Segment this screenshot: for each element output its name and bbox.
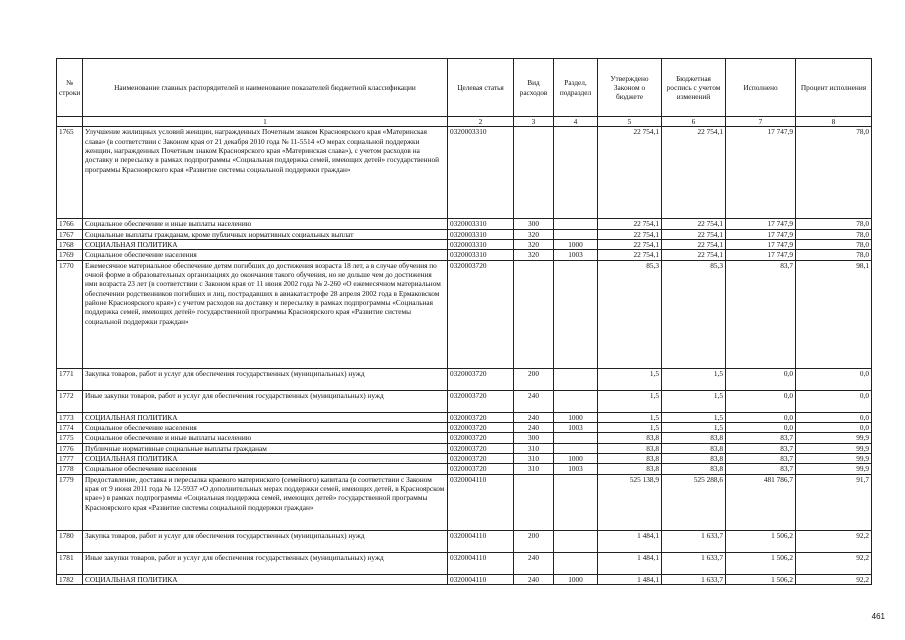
percent-cell: 78,0 [796, 250, 872, 260]
table-row [57, 239, 872, 249]
indicator-name-cell: Иные закупки товаров, работ и услуг для обеспечения государственных (муниципальных) нужд [83, 390, 448, 412]
expense-type-cell [514, 474, 554, 530]
row-number-cell: 1776 [57, 443, 83, 453]
section-cell [554, 260, 598, 368]
percent-cell: 92,2 [796, 552, 872, 574]
section-cell [554, 443, 598, 453]
expense-type-cell [514, 127, 554, 219]
section-cell [554, 390, 598, 412]
target-article-cell: 0320004110 [448, 574, 514, 584]
row-number-cell: 1780 [57, 530, 83, 552]
section-cell: 1003 [554, 464, 598, 474]
row-number-cell: 1773 [57, 412, 83, 422]
percent-cell: 99,9 [796, 443, 872, 453]
executed-amount-cell: 481 786,7 [726, 474, 796, 530]
table-row [57, 464, 872, 474]
row-number-cell: 1779 [57, 474, 83, 530]
schedule-amount-cell: 1 633,7 [662, 530, 726, 552]
approved-amount-cell: 1 484,1 [598, 552, 662, 574]
approved-amount-cell: 1,5 [598, 412, 662, 422]
percent-cell: 98,1 [796, 260, 872, 368]
section-cell [554, 530, 598, 552]
executed-amount-cell: 0,0 [726, 422, 796, 432]
expense-type-cell: 300 [514, 219, 554, 229]
approved-amount-cell: 83,8 [598, 443, 662, 453]
schedule-amount-cell: 22 754,1 [662, 127, 726, 219]
indicator-name-cell: СОЦИАЛЬНАЯ ПОЛИТИКА [83, 412, 448, 422]
section-cell [554, 368, 598, 390]
indicator-name-cell: Социальное обеспечение и иные выплаты населению [83, 433, 448, 443]
table-body [57, 127, 872, 585]
approved-amount-cell: 22 754,1 [598, 219, 662, 229]
row-number-cell: 1765 [57, 127, 83, 219]
budget-table-sheet [56, 58, 871, 585]
approved-amount-cell: 22 754,1 [598, 229, 662, 239]
percent-cell: 0,0 [796, 422, 872, 432]
expense-type-cell [514, 260, 554, 368]
schedule-amount-cell: 1,5 [662, 368, 726, 390]
indicator-name-cell: СОЦИАЛЬНАЯ ПОЛИТИКА [83, 239, 448, 249]
expense-type-cell: 310 [514, 464, 554, 474]
schedule-amount-cell: 525 288,6 [662, 474, 726, 530]
schedule-amount-cell: 22 754,1 [662, 229, 726, 239]
target-article-cell: 0320003720 [448, 260, 514, 368]
approved-amount-cell: 83,8 [598, 464, 662, 474]
table-row [57, 127, 872, 219]
expense-type-cell: 310 [514, 443, 554, 453]
section-cell: 1000 [554, 239, 598, 249]
executed-amount-cell: 17 747,9 [726, 229, 796, 239]
row-number-cell: 1777 [57, 453, 83, 463]
executed-amount-cell: 17 747,9 [726, 127, 796, 219]
approved-amount-cell: 1,5 [598, 390, 662, 412]
percent-cell: 92,2 [796, 530, 872, 552]
colnum-7: 7 [726, 117, 796, 127]
approved-amount-cell: 1 484,1 [598, 574, 662, 584]
approved-amount-cell: 83,8 [598, 453, 662, 463]
table-row [57, 453, 872, 463]
colnum-5: 5 [598, 117, 662, 127]
percent-cell: 78,0 [796, 127, 872, 219]
schedule-amount-cell: 1,5 [662, 390, 726, 412]
executed-amount-cell: 83,7 [726, 443, 796, 453]
percent-cell: 78,0 [796, 219, 872, 229]
colnum-6: 6 [662, 117, 726, 127]
header-expense-type: Вид расходов [514, 59, 554, 117]
section-cell: 1003 [554, 250, 598, 260]
schedule-amount-cell: 83,8 [662, 443, 726, 453]
colnum-8: 8 [796, 117, 872, 127]
approved-amount-cell: 1 484,1 [598, 530, 662, 552]
target-article-cell: 0320003720 [448, 453, 514, 463]
colnum-0 [57, 117, 83, 127]
indicator-name-cell: Иные закупки товаров, работ и услуг для обеспечения государственных (муниципальных) нужд [83, 552, 448, 574]
percent-cell: 0,0 [796, 412, 872, 422]
section-cell [554, 552, 598, 574]
row-number-cell: 1770 [57, 260, 83, 368]
indicator-name-cell: Предоставление, доставка и пересылка краевого материнского (семейного) капитала (в соответствии с Законом края от 9 июня 2011 года № 12-5937 «О дополнительных мерах поддержки семей, имеющих детей, в Красноярском крае») в рамках подпрограммы «Социальная поддержка семей, имеющих детей» государственной программы Красноярского края «Развитие системы социальной поддержки граждан» [83, 474, 448, 530]
header-budget-schedule: Бюджетная роспись с учетом изменений [662, 59, 726, 117]
indicator-name-cell: Социальные выплаты гражданам, кроме публичных нормативных социальных выплат [83, 229, 448, 239]
header-percent: Процент исполнения [796, 59, 872, 117]
table-row [57, 433, 872, 443]
header-name: Наименование главных распорядителей и наименование показателей бюджетной классификации [83, 59, 448, 117]
expense-type-cell: 240 [514, 574, 554, 584]
executed-amount-cell: 83,7 [726, 464, 796, 474]
target-article-cell: 0320003720 [448, 368, 514, 390]
header-approved: Утверждено Законом о бюджете [598, 59, 662, 117]
executed-amount-cell: 0,0 [726, 390, 796, 412]
percent-cell: 99,9 [796, 433, 872, 443]
indicator-name-cell: Социальное обеспечение населения [83, 250, 448, 260]
table-row [57, 574, 872, 584]
indicator-name-cell: Закупка товаров, работ и услуг для обеспечения государственных (муниципальных) нужд [83, 530, 448, 552]
indicator-name-cell: Закупка товаров, работ и услуг для обеспечения государственных (муниципальных) нужд [83, 368, 448, 390]
indicator-name-cell: Публичные нормативные социальные выплаты гражданам [83, 443, 448, 453]
executed-amount-cell: 83,7 [726, 433, 796, 443]
executed-amount-cell: 17 747,9 [726, 219, 796, 229]
target-article-cell: 0320003310 [448, 229, 514, 239]
executed-amount-cell: 0,0 [726, 412, 796, 422]
section-cell [554, 474, 598, 530]
expense-type-cell: 200 [514, 368, 554, 390]
expense-type-cell: 240 [514, 552, 554, 574]
target-article-cell: 0320003310 [448, 239, 514, 249]
schedule-amount-cell: 83,8 [662, 433, 726, 443]
schedule-amount-cell: 83,8 [662, 464, 726, 474]
table-row [57, 390, 872, 412]
header-row-number: № строки [57, 59, 83, 117]
row-number-cell: 1772 [57, 390, 83, 412]
budget-execution-table [56, 58, 872, 585]
row-number-cell: 1774 [57, 422, 83, 432]
row-number-cell: 1781 [57, 552, 83, 574]
row-number-cell: 1767 [57, 229, 83, 239]
executed-amount-cell: 83,7 [726, 453, 796, 463]
target-article-cell: 0320004110 [448, 552, 514, 574]
row-number-cell: 1778 [57, 464, 83, 474]
indicator-name-cell: Социальное обеспечение и иные выплаты населению [83, 219, 448, 229]
row-number-cell: 1769 [57, 250, 83, 260]
target-article-cell: 0320003310 [448, 219, 514, 229]
row-number-cell: 1771 [57, 368, 83, 390]
section-cell: 1000 [554, 453, 598, 463]
table-row [57, 530, 872, 552]
schedule-amount-cell: 22 754,1 [662, 219, 726, 229]
row-number-cell: 1768 [57, 239, 83, 249]
page-number: 461 [871, 612, 885, 621]
expense-type-cell: 240 [514, 422, 554, 432]
schedule-amount-cell: 1,5 [662, 412, 726, 422]
table-row [57, 229, 872, 239]
header-row [57, 59, 872, 117]
header-section: Раздел, подраздел [554, 59, 598, 117]
section-cell [554, 433, 598, 443]
table-row [57, 474, 872, 530]
table-row [57, 260, 872, 368]
target-article-cell: 0320004110 [448, 474, 514, 530]
target-article-cell: 0320003310 [448, 127, 514, 219]
colnum-4: 4 [554, 117, 598, 127]
percent-cell: 78,0 [796, 239, 872, 249]
percent-cell: 0,0 [796, 390, 872, 412]
row-number-cell: 1766 [57, 219, 83, 229]
expense-type-cell: 320 [514, 239, 554, 249]
table-row [57, 552, 872, 574]
indicator-name-cell: СОЦИАЛЬНАЯ ПОЛИТИКА [83, 574, 448, 584]
schedule-amount-cell: 22 754,1 [662, 250, 726, 260]
target-article-cell: 0320003310 [448, 250, 514, 260]
target-article-cell: 0320003720 [448, 433, 514, 443]
indicator-name-cell: Социальное обеспечение населения [83, 422, 448, 432]
schedule-amount-cell: 22 754,1 [662, 239, 726, 249]
row-number-cell: 1775 [57, 433, 83, 443]
schedule-amount-cell: 1 633,7 [662, 574, 726, 584]
approved-amount-cell: 1,5 [598, 422, 662, 432]
schedule-amount-cell: 85,3 [662, 260, 726, 368]
table-row [57, 250, 872, 260]
colnum-2: 2 [448, 117, 514, 127]
percent-cell: 99,9 [796, 464, 872, 474]
executed-amount-cell: 83,7 [726, 260, 796, 368]
expense-type-cell: 240 [514, 390, 554, 412]
indicator-name-cell: Ежемесячное материальное обеспечение детям погибших до достижения возраста 18 лет, а в случае обучения по очной форме в образовательных организациях до окончания такого обучения, но не дольше чем до достижения ими возраста 23 лет (в соответствии с Законом края от 11 июня 2002 года № 2-260 «О ежемесячном материальном обеспечении родственников погибших и лиц, пострадавших в авиакатастрофе 28 апреля 2002 года в Ермаковском районе Красноярского края») с учетом расходов на доставку и пересылку в рамках подпрограммы «Социальная поддержка семей, имеющих детей» государственной программы Красноярского края «Развитие системы социальной поддержки граждан» [83, 260, 448, 368]
executed-amount-cell: 1 506,2 [726, 530, 796, 552]
expense-type-cell: 240 [514, 412, 554, 422]
target-article-cell: 0320003720 [448, 422, 514, 432]
executed-amount-cell: 1 506,2 [726, 574, 796, 584]
approved-amount-cell: 1,5 [598, 368, 662, 390]
expense-type-cell: 320 [514, 250, 554, 260]
percent-cell: 78,0 [796, 229, 872, 239]
target-article-cell: 0320004110 [448, 530, 514, 552]
approved-amount-cell: 22 754,1 [598, 239, 662, 249]
executed-amount-cell: 17 747,9 [726, 239, 796, 249]
schedule-amount-cell: 83,8 [662, 453, 726, 463]
approved-amount-cell: 22 754,1 [598, 127, 662, 219]
table-row [57, 422, 872, 432]
section-cell [554, 219, 598, 229]
section-cell [554, 127, 598, 219]
expense-type-cell: 320 [514, 229, 554, 239]
percent-cell: 99,9 [796, 453, 872, 463]
schedule-amount-cell: 1,5 [662, 422, 726, 432]
row-number-cell: 1782 [57, 574, 83, 584]
executed-amount-cell: 17 747,9 [726, 250, 796, 260]
target-article-cell: 0320003720 [448, 464, 514, 474]
schedule-amount-cell: 1 633,7 [662, 552, 726, 574]
indicator-name-cell: СОЦИАЛЬНАЯ ПОЛИТИКА [83, 453, 448, 463]
section-cell: 1003 [554, 422, 598, 432]
section-cell: 1000 [554, 412, 598, 422]
expense-type-cell: 200 [514, 530, 554, 552]
percent-cell: 0,0 [796, 368, 872, 390]
indicator-name-cell: Улучшение жилищных условий женщин, награжденных Почетным знаком Красноярского края «Материнская слава» (в соответствии с Законом края от 21 декабря 2010 года № 11-5514 «О мерах социальной поддержки женщин, награжденных Почетным знаком Красноярского края «Материнская слава»), с учетом расходов на доставку и пересылку в рамках подпрограммы «Социальная поддержка семей, имеющих детей» государственной программы Красноярского края «Развитие системы социальной поддержки граждан» [83, 127, 448, 219]
section-cell: 1000 [554, 574, 598, 584]
expense-type-cell: 310 [514, 453, 554, 463]
indicator-name-cell: Социальное обеспечение населения [83, 464, 448, 474]
colnum-1: 1 [83, 117, 448, 127]
approved-amount-cell: 85,3 [598, 260, 662, 368]
target-article-cell: 0320003720 [448, 412, 514, 422]
expense-type-cell: 300 [514, 433, 554, 443]
table-row [57, 412, 872, 422]
percent-cell: 91,7 [796, 474, 872, 530]
target-article-cell: 0320003720 [448, 443, 514, 453]
section-cell [554, 229, 598, 239]
percent-cell: 92,2 [796, 574, 872, 584]
table-row [57, 443, 872, 453]
approved-amount-cell: 22 754,1 [598, 250, 662, 260]
header-executed: Исполнено [726, 59, 796, 117]
approved-amount-cell: 83,8 [598, 433, 662, 443]
approved-amount-cell: 525 138,9 [598, 474, 662, 530]
table-row [57, 368, 872, 390]
executed-amount-cell: 1 506,2 [726, 552, 796, 574]
header-target-article: Целевая статья [448, 59, 514, 117]
colnum-3: 3 [514, 117, 554, 127]
target-article-cell: 0320003720 [448, 390, 514, 412]
column-number-row [57, 117, 872, 127]
table-row [57, 219, 872, 229]
executed-amount-cell: 0,0 [726, 368, 796, 390]
